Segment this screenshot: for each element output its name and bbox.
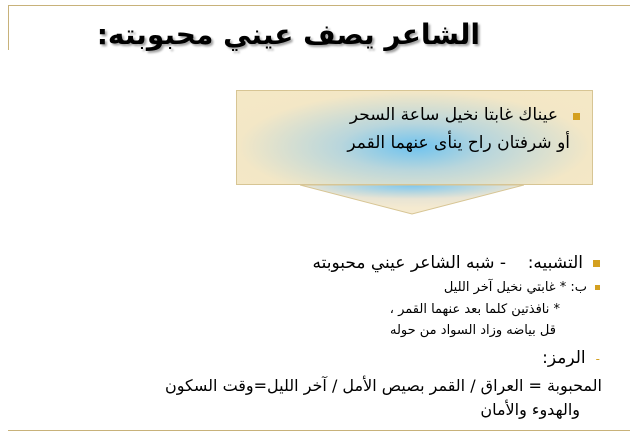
- tashbih-text: - شبه الشاعر عيني محبوبته: [312, 253, 507, 273]
- ramz-row: [542, 348, 600, 368]
- tashbih-label: التشبيه:: [527, 253, 583, 273]
- ramz-line-1: المحبوبة = العراق / القمر بصيص الأمل / آخر الليل=وقت السكون: [165, 376, 602, 395]
- bullet-icon: [593, 260, 600, 267]
- bullet-icon: [595, 285, 600, 290]
- sub-prefix: ب:: [570, 280, 587, 295]
- dash-bullet-icon: -: [595, 352, 600, 366]
- top-rule: [8, 5, 630, 6]
- sub-line-2: * نافذتين كلما بعد عنهما القمر ،: [389, 302, 560, 317]
- sub-line-1: * غابتي نخيل آخر الليل: [443, 280, 567, 295]
- sub-line-3: قل بياضه وزاد السواد من حوله: [389, 323, 556, 338]
- quote-line-2: أو شرفتان راح ينأى عنهما القمر: [347, 133, 570, 153]
- sub-row-1: [444, 280, 600, 295]
- bullet-icon: [573, 113, 580, 120]
- quote-box: [236, 90, 593, 185]
- tashbih-row: [313, 253, 601, 273]
- left-rule: [8, 5, 9, 50]
- bottom-rule: [8, 430, 630, 431]
- slide-title: الشاعر يصف عيني محبوبته:: [96, 18, 480, 51]
- quote-line-1: عيناك غابتا نخيل ساعة السحر: [349, 105, 558, 125]
- ramz-label: الرمز:: [542, 348, 586, 368]
- down-arrow-icon: [300, 185, 524, 215]
- ramz-line-2: والهدوء والأمان: [480, 400, 580, 419]
